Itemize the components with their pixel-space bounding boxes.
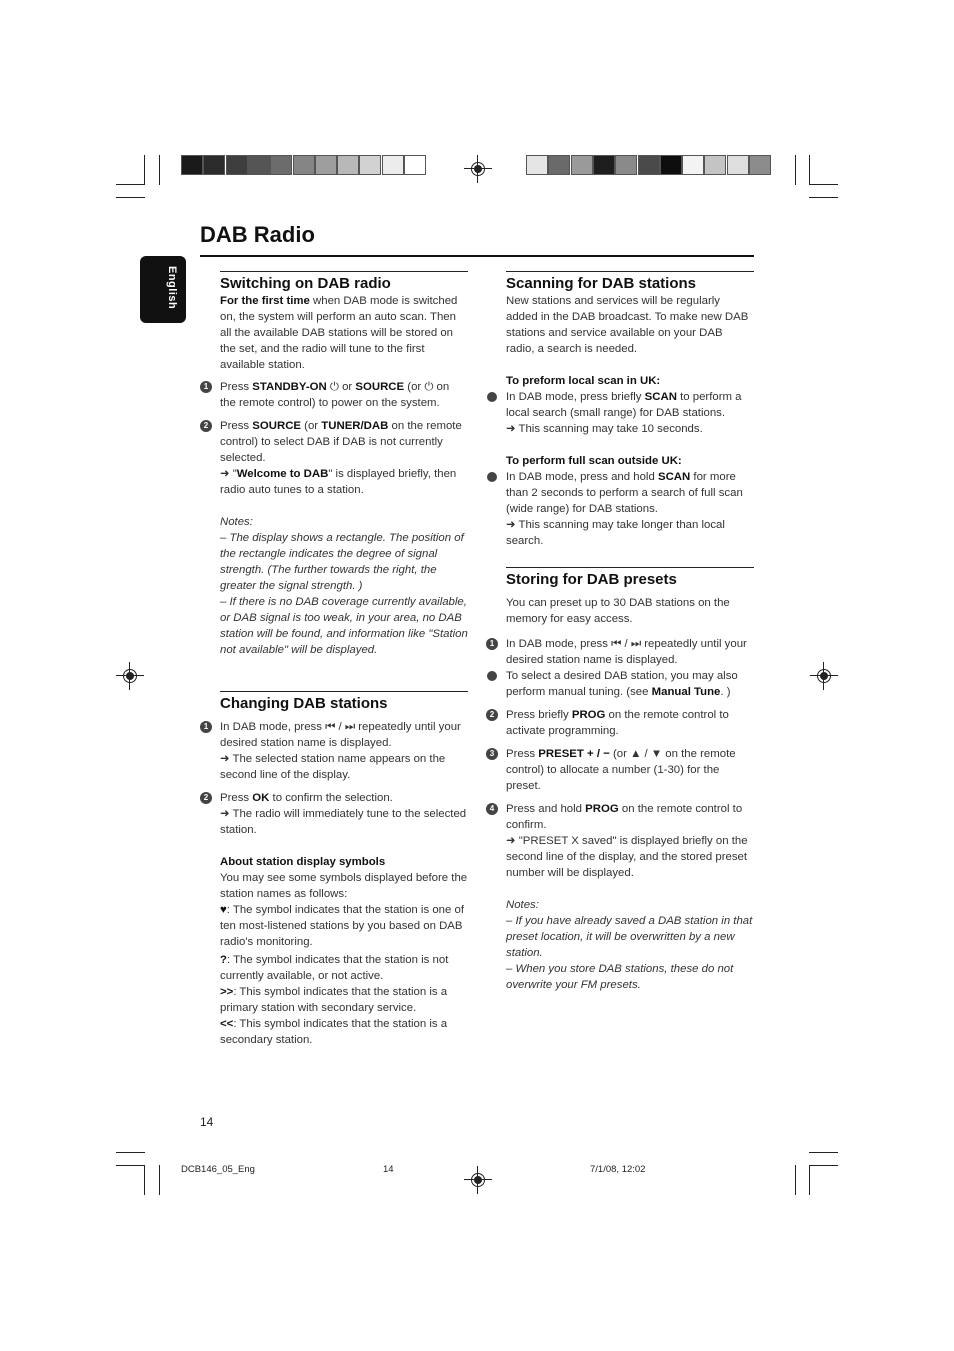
color-swatch	[181, 155, 203, 175]
crop-mark	[116, 1165, 145, 1166]
step-text: To select a desired DAB station, you may also perform manual tuning. (see	[506, 670, 738, 698]
section-heading-storing: Storing for DAB presets	[506, 567, 754, 589]
step-text: on the remote control to confirm.	[506, 803, 743, 831]
crop-mark	[809, 197, 838, 198]
result-text: ➜ "PRESET X saved" is displayed briefly on the second line of the display, and the stored preset number will be displayed.	[506, 835, 748, 879]
key-label: STANDBY-ON	[252, 381, 327, 393]
symbol-row	[220, 1016, 468, 1048]
symbol-text: : This symbol indicates that the station is a primary station with secondary service.	[220, 986, 448, 1014]
notes-label: Notes:	[220, 516, 253, 528]
crop-mark	[116, 184, 145, 185]
color-swatch	[315, 155, 337, 175]
key-label: SOURCE	[355, 381, 405, 393]
symbol-text: : The symbol indicates that the station is one of ten most-listened stations by you based on DAB radio's monitoring.	[220, 904, 464, 948]
step-text: on the remote control) to select DAB if DAB is not currently selected.	[220, 420, 462, 464]
symbol-row	[220, 952, 468, 984]
key-label: PRESET + / −	[538, 748, 610, 760]
step-text: ⏻ or	[326, 381, 356, 393]
step-item	[203, 379, 468, 411]
switching-intro	[220, 293, 468, 373]
step-item	[489, 746, 754, 794]
primary-station-icon: >>	[220, 986, 234, 998]
color-swatch	[359, 155, 381, 175]
bullet-icon	[487, 392, 497, 402]
step-text: Press briefly	[506, 709, 572, 721]
step-number-icon: 1	[200, 721, 212, 733]
storing-intro: You can preset up to 30 DAB stations on the memory for easy access.	[506, 597, 730, 625]
section-heading-changing: Changing DAB stations	[220, 691, 468, 713]
display-message: Welcome to DAB	[236, 468, 329, 480]
key-label: SCAN	[644, 391, 677, 403]
color-swatch	[548, 155, 570, 175]
crop-mark	[116, 1152, 145, 1153]
notes-label: Notes:	[506, 899, 539, 911]
left-column-changing	[203, 691, 468, 1048]
result-text: " is displayed briefly, then radio auto tunes to a station.	[220, 468, 457, 496]
step-text: . )	[720, 686, 731, 698]
note-text: – If there is no DAB coverage currently available, or DAB signal is too weak, in your area, no DAB station will be found, and information like "Station not available" will be displayed.	[220, 596, 468, 656]
crop-mark	[159, 1165, 160, 1195]
step-text: Press	[506, 748, 539, 760]
symbol-text: : The symbol indicates that the station is not currently available, or not active.	[220, 954, 449, 982]
step-text: Press and hold	[506, 803, 586, 815]
scanning-intro: New stations and services will be regularly added in the DAB broadcast. To make new DAB stations and service available on your DAB radio, a search is needed.	[506, 295, 749, 355]
footer-file-page: 14	[383, 1164, 394, 1175]
step-text: In DAB mode, press ⏮ / ⏭ repeatedly until your desired station name is displayed.	[220, 721, 461, 749]
registration-mark-icon	[814, 666, 834, 686]
note-text: – The display shows a rectangle. The position of the rectangle indicates the degree of signal strength. (The further towards the right, the greater the signal strength. )	[220, 532, 464, 592]
step-text: to confirm the selection.	[269, 792, 393, 804]
result-text: ➜ The radio will immediately tune to the selected station.	[220, 808, 467, 836]
footer-date: 7/1/08, 12:02	[590, 1164, 646, 1175]
step-number-icon: 3	[486, 748, 498, 760]
section-heading-scanning: Scanning for DAB stations	[506, 271, 754, 293]
step-number-icon: 2	[200, 420, 212, 432]
step-item	[203, 719, 468, 783]
subheading-full-scan: To perform full scan outside UK:	[506, 455, 682, 467]
title-rule	[200, 255, 754, 257]
crop-mark	[795, 1165, 796, 1195]
section-heading-switching: Switching on DAB radio	[220, 271, 468, 293]
crop-mark	[809, 1152, 838, 1153]
bullet-icon	[487, 671, 497, 681]
subheading-local-scan: To preform local scan in UK:	[506, 375, 661, 387]
note-text: – When you store DAB stations, these do not overwrite your FM presets.	[506, 963, 734, 991]
result-text: ➜ The selected station name appears on the second line of the display.	[220, 753, 446, 781]
step-number-icon: 4	[486, 803, 498, 815]
step-text: In DAB mode, press and hold	[506, 471, 658, 483]
step-text: In DAB mode, press ⏮ / ⏭ repeatedly until your desired station name is displayed.	[506, 638, 747, 666]
step-text: (or ⏻ on the remote control) to power on the system.	[220, 381, 450, 409]
crop-mark	[809, 184, 838, 185]
step-number-icon: 1	[200, 381, 212, 393]
crop-mark	[809, 155, 810, 185]
step-text: for more than 2 seconds to perform a search of full scan (wide range) for DAB stations.	[506, 471, 743, 515]
intro-text: when DAB mode is switched on, the system will perform an auto scan. Then all the available DAB stations will be stored on the set, and the radio will tune to the first available station.	[220, 295, 458, 371]
step-number-icon: 2	[200, 792, 212, 804]
reference-label: Manual Tune	[651, 686, 721, 698]
intro-bold: For the first time	[220, 295, 310, 307]
registration-mark-icon	[120, 666, 140, 686]
key-label: OK	[252, 792, 270, 804]
color-swatch	[526, 155, 548, 175]
key-label: SCAN	[657, 471, 691, 483]
key-label: PROG	[585, 803, 619, 815]
color-swatch	[248, 155, 270, 175]
symbol-row	[220, 984, 468, 1016]
color-swatch	[203, 155, 225, 175]
right-column-storing	[489, 567, 754, 993]
color-swatch	[404, 155, 426, 175]
color-swatch	[593, 155, 615, 175]
crop-mark	[809, 1165, 838, 1166]
crop-mark	[159, 155, 160, 185]
color-swatch	[226, 155, 248, 175]
question-mark-icon: ?	[220, 954, 227, 966]
key-label: PROG	[571, 709, 606, 721]
step-text: In DAB mode, press briefly	[506, 391, 645, 403]
step-text: on the remote control to activate programming.	[506, 709, 729, 737]
language-tab-label: English	[166, 266, 178, 310]
bullet-item	[506, 469, 754, 549]
step-item	[203, 418, 468, 498]
step-text: Press	[220, 792, 253, 804]
step-item	[203, 790, 468, 838]
color-swatch	[270, 155, 292, 175]
crop-mark	[795, 155, 796, 185]
page-number: 14	[200, 1115, 214, 1129]
note-text: – If you have already saved a DAB station in that preset location, it will be overwritten by a new station.	[506, 915, 753, 959]
step-item	[489, 636, 754, 668]
subheading-symbols: About station display symbols	[220, 856, 386, 868]
bullet-item	[506, 389, 754, 437]
crop-mark	[144, 155, 145, 185]
step-number-icon: 1	[486, 638, 498, 650]
symbols-intro: You may see some symbols displayed before the station names as follows:	[220, 872, 468, 900]
color-swatch	[638, 155, 660, 175]
color-swatch	[615, 155, 637, 175]
color-swatch	[727, 155, 749, 175]
color-swatch	[660, 155, 682, 175]
color-swatch	[337, 155, 359, 175]
key-label: SOURCE	[252, 420, 302, 432]
right-column	[506, 271, 754, 549]
step-item	[489, 707, 754, 739]
left-column	[203, 271, 468, 658]
bullet-item	[506, 668, 754, 700]
crop-mark	[144, 1165, 145, 1195]
footer-file-name: DCB146_05_Eng	[181, 1164, 255, 1175]
step-number-icon: 2	[486, 709, 498, 721]
step-text: (or	[301, 420, 322, 432]
symbol-row	[220, 902, 468, 950]
color-swatch	[749, 155, 771, 175]
page-title: DAB Radio	[200, 222, 315, 247]
result-text: ➜ This scanning may take longer than local search.	[506, 519, 725, 547]
registration-mark-icon	[468, 159, 488, 179]
step-item	[489, 801, 754, 881]
step-text: to perform a local search (small range) for DAB stations.	[506, 391, 742, 419]
bullet-icon	[487, 472, 497, 482]
result-text: ➜ This scanning may take 10 seconds.	[506, 423, 703, 435]
symbol-text: : This symbol indicates that the station is a secondary station.	[220, 1018, 448, 1046]
crop-mark	[116, 197, 145, 198]
registration-mark-icon	[468, 1170, 488, 1190]
color-swatch	[704, 155, 726, 175]
step-text: Press	[220, 420, 253, 432]
color-swatch	[382, 155, 404, 175]
key-label: TUNER/DAB	[321, 420, 389, 432]
color-swatch	[293, 155, 315, 175]
color-swatch	[571, 155, 593, 175]
result-text: ➜ "	[220, 468, 237, 480]
secondary-station-icon: <<	[220, 1018, 234, 1030]
color-swatch	[682, 155, 704, 175]
heart-icon: ♥	[220, 904, 227, 916]
crop-mark	[809, 1165, 810, 1195]
step-text: (or ▲ / ▼ on the remote control) to allocate a number (1-30) for the preset.	[506, 748, 736, 792]
step-text: Press	[220, 381, 253, 393]
